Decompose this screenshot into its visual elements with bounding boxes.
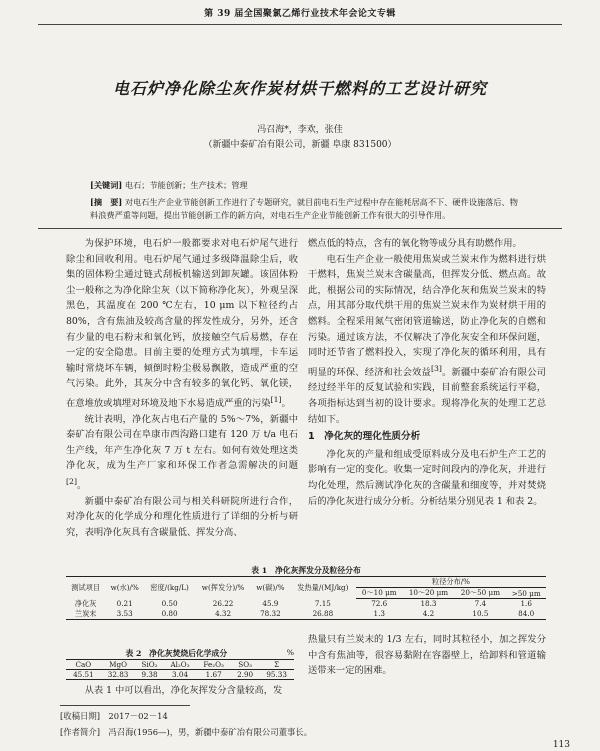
paper-title: 电石炉净化除尘灰作炭材烘干燃料的工艺设计研究 [112,79,487,98]
table-header: 粒径分布/% [356,577,546,588]
right-paragraph-3: 净化灰的产量和组成受原料成分及电石炉生产工艺的影响有一定的变化。收集一定时间段内的净化灰，并进行均化处理，然后测试净化灰的含碳量和细度等，并对焚烧后的净化灰进行成分分析。分析结果分别见表 1 和表 2。 [308,448,546,507]
right-column-tail [308,632,546,679]
table-header: 10～20 μm [402,588,454,599]
keywords [90,180,510,191]
citation-3: [3] [430,363,442,373]
left-paragraph-3: 新疆中泰矿冶有限公司与相关科研院所进行合作，对净化灰的化学成分和理化性质进行了详细的分析与研究，表明净化灰具有含碳量低、挥发分高、 [66,495,298,538]
table-header: Σ [259,660,294,670]
footnote-rule [60,705,190,706]
table-1-grid [66,576,546,620]
citation-2: [2] [66,477,77,486]
keywords-label: [关键词] [90,180,123,190]
table-2 [66,648,294,680]
table-header: CaO [66,660,101,670]
right-paragraph-2: 电石生产企业一般使用焦炭或兰炭末作为燃料进行烘干燃料，焦炭兰炭末含碳量高，但挥发分低、燃点高。故此，根据公司的实际情况，结合净化灰和焦炭兰炭末的特点，用其部分取代烘干用的焦炭兰炭末作为炭材烘干用的燃料。全程采用氮气密闭管道输送，防止净化灰的自燃和污染。通过该方法，不仅解决了净化灰安全和环保问题，同时还节省了燃料投入，实现了净化灰的循环利用，具有明显的环保、经济和社会效益[3]。新疆中泰矿冶有限公司经过经半年的反复试验和实践，目前整套系统运行平稳，各项指标达到当初的设计要求。现将净化灰的处理工艺总结如下。 [308,253,546,425]
abstract-text: 对电石生产企业节能创新工作进行了专题研究，就目前电石生产过程中存在能耗居高不下、硬件设施落后、物料浪费严重等问题，提出节能创新工作的新方向，对电石生产企业节能创新工作有很大的引导作用。 [90,197,518,220]
left-paragraph-2: 统计表明，净化灰占电石产量的 5%～7%，新疆中泰矿冶有限公司在阜康市西沟路口建有 120 万 t/a 电石生产线，年产生净化灰 7 万 t 左右。如何有效处理这类净化灰，成为生产厂家和环保工作者急需解决的问题[2]。 [66,413,298,492]
abstract-label: [摘 要] [90,197,123,207]
running-header: 第 39 届全国聚氯乙烯行业技术年会论文专辑 [204,9,396,19]
section-heading-1: 1 净化灰的理化性质分析 [308,431,421,443]
table-row: 兰炭末 3.53 0.80 4.32 78.32 26.88 1.3 4.2 10.5 84.0 [66,609,546,620]
table-2-grid [66,659,294,680]
abstract-rule [38,228,562,229]
table-header: w(碳)/% [251,577,290,599]
table-2-caption: 表 2 净化灰焚烧后化学成分 % [125,648,294,658]
table-header: 0～10 μm [356,588,402,599]
right-column [308,236,546,509]
table-header: 密度/(kg/L) [144,577,195,599]
page-number: 113 [552,740,570,750]
authors: 冯召海*，李欢，张佳 [257,125,343,135]
table-header: >50 μm [506,588,546,599]
table-header: MgO [101,660,136,670]
received-date: [收稿日期] 2017－02－14 [60,711,168,721]
table-1-caption: 表 1 净化灰挥发分及粒径分布 [251,566,361,575]
right-paragraph-4: 热量只有兰炭末的 1/3 左右，同时其粒径小，加之挥发分中含有焦油等，很容易黏附在容器壁上，给卸料和管道输送带来一定的困难。 [308,634,546,677]
right-paragraph-1: 燃点低的特点，含有的氧化物等成分具有助燃作用。 [308,238,522,249]
header-rule [38,24,562,25]
table-header: Fe₂O₃ [196,660,231,670]
table-header: w(水)/% [105,577,144,599]
table-2-unit: % [286,648,294,657]
left-column-tail: 从表 1 中可以看出，净化灰挥发分含量较高，发 [84,685,283,696]
table-header: Al₂O₃ [164,660,197,670]
keywords-text: 电石；节能创新；生产技术；管理 [124,180,248,190]
table-header: SO₃ [231,660,259,670]
table-header: 测试项目 [66,577,105,599]
author-note: [作者简介] 冯召海(1956—)，男，新疆中泰矿冶有限公司董事长。 [60,727,313,737]
table-row: 净化灰 0.21 0.50 26.22 45.9 7.15 72.6 18.3 7.4 1.6 [74,598,532,609]
table-header: SiO₂ [135,660,163,670]
left-paragraph-1: 为保护环境，电石炉一般都要求对电石炉尾气进行除尘和回收利用。电石炉尾气通过多级降温除尘后，收集的固体粉尘通过链式刮板机输送到卸灰罐。该固体粉尘一般称之为净化除尘灰（以下简称净化灰），外观呈深黑色，其温度在 200 ℃左右，10 μm 以下粒径约占 80%，含有焦油及较高含量的挥发性成分，另外，还含有少量的电石粉末和氧化钙，放接触空气后易燃，存在一定的安全隐患。目前主要的处理方式为填埋，卡车运输时常烧坏车辆，倾倒时粉尘极易飘散，造成严重的空气污染。此外，其灰分中含有较多的氧化钙、氧化镁，在意堆放或填埋对环境及地下水易造成严重的污染[1]。 [66,238,298,410]
table-header: 20～50 μm [454,588,506,599]
table-header: w(挥发分)/% [195,577,251,599]
table-header: 发热量/(MJ/kg) [290,577,356,599]
table-row: 45.51 32.83 9.38 3.04 1.67 2.90 95.33 [66,670,294,680]
left-column [66,236,298,540]
abstract [90,196,520,222]
citation-1: [1] [270,394,282,404]
affiliation: （新疆中泰矿冶有限公司，新疆 阜康 831500） [203,140,397,150]
table-1 [66,565,546,620]
